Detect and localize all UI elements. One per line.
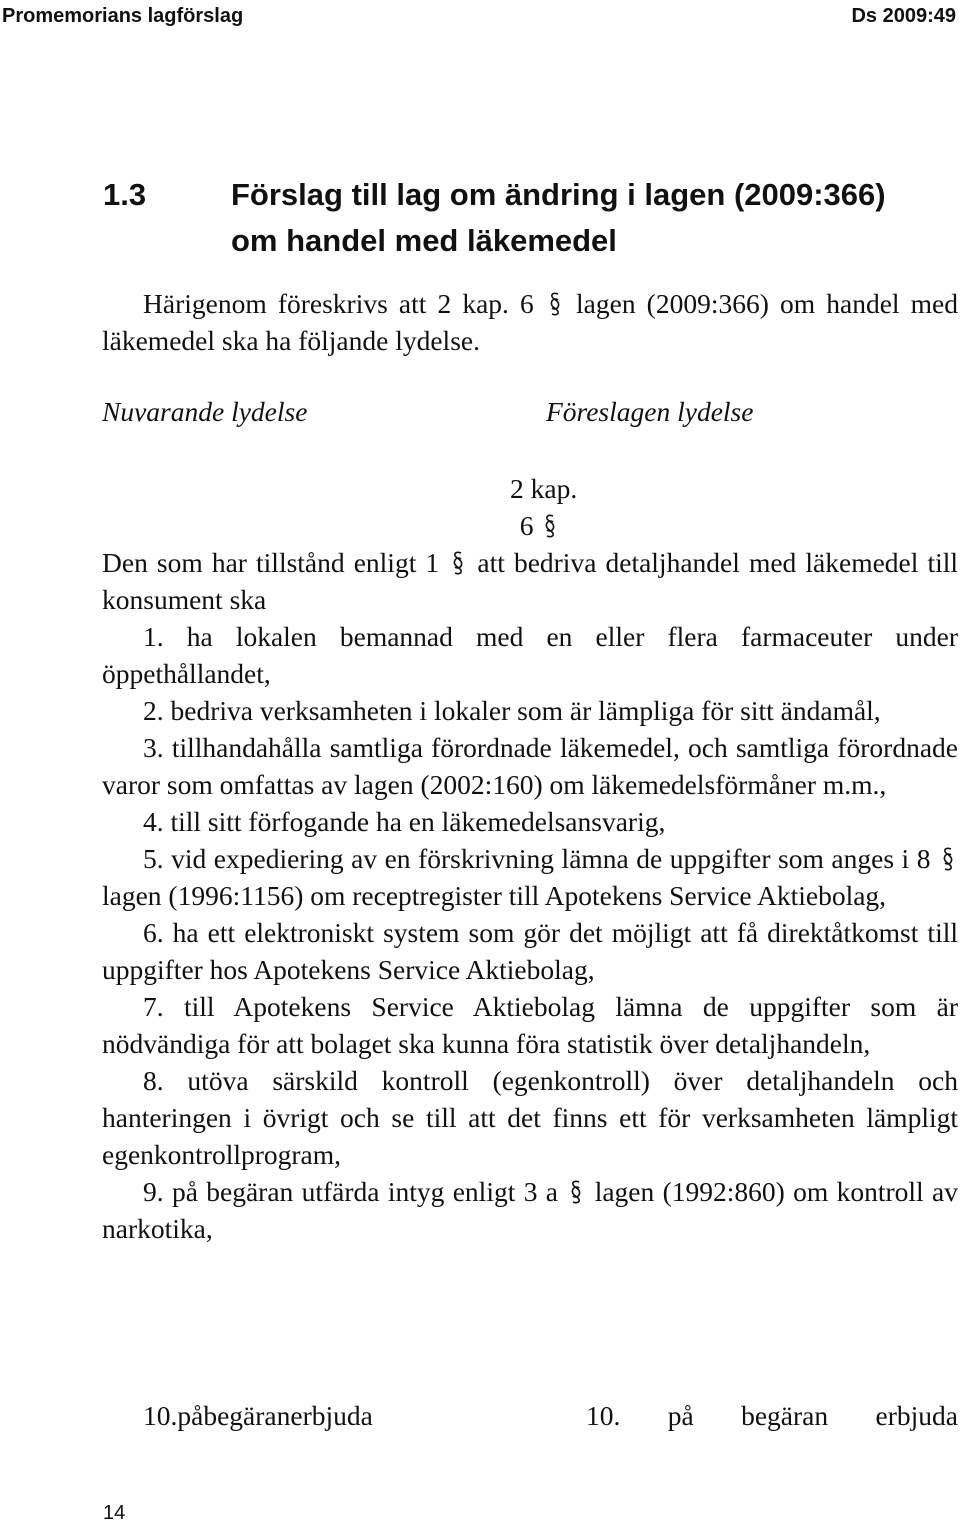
item-10-current-word: erbjuda	[290, 1400, 373, 1431]
chapter-label: 2 kap.	[510, 473, 578, 504]
item-10-current-word: på	[177, 1400, 204, 1431]
running-header-title: Promemorians lagförslag	[2, 5, 244, 27]
item-10-proposed-word: erbjuda	[875, 1400, 958, 1431]
list-item-1: 1. ha lokalen bemannad med en eller flera farmaceuter under öppethållandet,	[102, 621, 958, 689]
section-number	[0, 507, 960, 544]
item-10-proposed	[586, 1397, 958, 1434]
lead-text-part-1: Den som har tillstånd enligt 1	[102, 547, 440, 578]
intro-text-part-2: lagen (2009:366) om handel med läkemedel ska ha följande lydelse.	[102, 288, 958, 356]
list-item-6: 6. ha ett elektroniskt system som gör det möjligt att få direktåtkomst till uppgifter hos Apotekens Service Aktiebolag,	[102, 917, 958, 985]
section-heading-line-2: om handel med läkemedel	[231, 223, 617, 258]
section-sign-icon	[448, 550, 468, 576]
page-number: 14	[103, 1502, 126, 1524]
list-item-4: 4. till sitt förfogande ha en läkemedelsansvarig,	[143, 806, 666, 837]
list-item-9-part-2: lagen (1992:860) om kontroll av narkotika,	[102, 1176, 958, 1244]
item-10-proposed-word: 10.	[586, 1400, 621, 1431]
running-header-doc-id: Ds 2009:49	[851, 5, 956, 27]
section-sign-icon	[566, 1179, 586, 1205]
section-sign-icon	[545, 291, 565, 317]
item-10-current-word: begäran	[203, 1400, 291, 1431]
item-10-current-word: 10.	[143, 1400, 178, 1431]
intro-paragraph	[102, 285, 958, 359]
column-label-current: Nuvarande lydelse	[102, 396, 308, 427]
list-item-8: 8. utöva särskild kontroll (egenkontroll) över detaljhandeln och hanteringen i övrigt och se till att det finns ett för verksamheten lämpligt egenkontrollprogram,	[102, 1065, 958, 1170]
lead-paragraph	[102, 544, 958, 618]
main-text	[102, 544, 958, 1247]
column-label-proposed: Föreslagen lydelse	[546, 396, 754, 427]
section-sign-icon	[938, 846, 958, 872]
list-item-2: 2. bedriva verksamheten i lokaler som är lämpliga för sitt ändamål,	[143, 695, 881, 726]
item-10-proposed-word: på	[667, 1400, 694, 1431]
list-item-9	[102, 1173, 958, 1247]
lead-text-part-2: att bedriva detaljhandel med läkemedel till konsument ska	[102, 547, 959, 615]
item-10-proposed-word: begäran	[741, 1400, 829, 1431]
section-sign-icon	[540, 513, 560, 539]
section-number-value: 6	[519, 510, 534, 541]
list-item-9-part-1: 9. på begäran utfärda intyg enligt 3 a	[143, 1176, 558, 1207]
list-item-5-part-2: lagen (1996:1156) om receptregister till Apotekens Service Aktiebolag,	[102, 880, 887, 911]
list-item-3: 3. tillhandahålla samtliga förordnade läkemedel, och samtliga förordnade varor som omfattas av lagen (2002:160) om läkemedelsförmåner m.m.,	[102, 732, 958, 800]
list-item-5	[102, 840, 958, 914]
item-10-current	[143, 1397, 373, 1434]
list-item-7: 7. till Apotekens Service Aktiebolag lämna de uppgifter som är nödvändiga för att bolaget ska kunna föra statistik över detaljhandeln,	[102, 991, 958, 1059]
section-heading-line-1: Förslag till lag om ändring i lagen (2009:366)	[231, 177, 886, 212]
intro-text-part-1: Härigenom föreskrivs att 2 kap. 6	[143, 288, 534, 319]
list-item-5-part-1: 5. vid expediering av en förskrivning lämna de uppgifter som anges i 8	[143, 843, 931, 874]
section-heading-number: 1.3	[103, 177, 147, 212]
